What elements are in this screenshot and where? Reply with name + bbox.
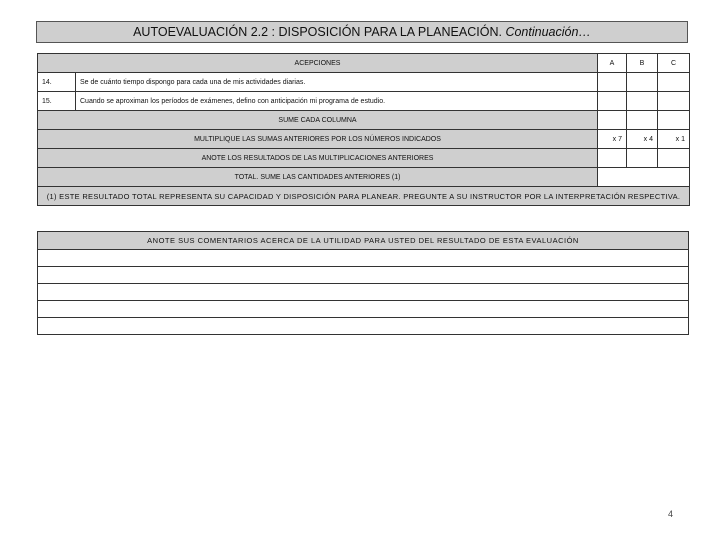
row-statement: Cuando se aproximan los períodos de exámenes, defino con anticipación mi programa de estudio. bbox=[76, 92, 598, 111]
title-text: AUTOEVALUACIÓN 2.2 : DISPOSICIÓN PARA LA PLANEACIÓN. bbox=[133, 25, 502, 39]
comment-line[interactable] bbox=[38, 250, 689, 267]
total-cell[interactable] bbox=[598, 168, 690, 187]
sum-cell-a[interactable] bbox=[598, 111, 627, 130]
answer-cell-c[interactable] bbox=[658, 92, 690, 111]
result-cell-c[interactable] bbox=[658, 149, 690, 168]
table-row bbox=[38, 73, 690, 92]
column-header-a: A bbox=[598, 54, 627, 73]
row-statement: Se de cuánto tiempo dispongo para cada una de mis actividades diarias. bbox=[76, 73, 598, 92]
total-footnote-ref: (1) bbox=[391, 173, 401, 181]
evaluation-table bbox=[37, 53, 690, 206]
answer-cell-c[interactable] bbox=[658, 73, 690, 92]
result-cell-b[interactable] bbox=[627, 149, 658, 168]
answer-cell-a[interactable] bbox=[598, 92, 627, 111]
row-number: 14. bbox=[38, 73, 76, 92]
sum-cell-b[interactable] bbox=[627, 111, 658, 130]
comment-line[interactable] bbox=[38, 267, 689, 284]
total-label-text: TOTAL. SUME LAS CANTIDADES ANTERIORES bbox=[234, 173, 390, 181]
multiplier-b: x 4 bbox=[627, 130, 658, 149]
result-cell-a[interactable] bbox=[598, 149, 627, 168]
comments-table bbox=[37, 231, 689, 335]
comment-line[interactable] bbox=[38, 318, 689, 335]
title-subtitle: Continuación… bbox=[505, 25, 591, 39]
multiply-label: MULTIPLIQUE LAS SUMAS ANTERIORES POR LOS NÚMEROS INDICADOS bbox=[38, 130, 598, 149]
page-number: 4 bbox=[668, 509, 674, 519]
total-row bbox=[38, 168, 690, 187]
column-header-b: B bbox=[627, 54, 658, 73]
multiplier-a: x 7 bbox=[598, 130, 627, 149]
answer-cell-a[interactable] bbox=[598, 73, 627, 92]
footnote-row bbox=[38, 187, 690, 206]
comments-header: ANOTE SUS COMENTARIOS ACERCA DE LA UTILIDAD PARA USTED DEL RESULTADO DE ESTA EVALUACIÓN bbox=[38, 232, 689, 250]
multiplier-c: x 1 bbox=[658, 130, 690, 149]
answer-cell-b[interactable] bbox=[627, 92, 658, 111]
row-number: 15. bbox=[38, 92, 76, 111]
sum-cell-c[interactable] bbox=[658, 111, 690, 130]
sum-row bbox=[38, 111, 690, 130]
total-label bbox=[38, 168, 598, 187]
sum-label: SUME CADA COLUMNA bbox=[38, 111, 598, 130]
answer-cell-b[interactable] bbox=[627, 73, 658, 92]
comment-line[interactable] bbox=[38, 284, 689, 301]
header-acepciones: ACEPCIONES bbox=[38, 54, 598, 73]
results-label: ANOTE LOS RESULTADOS DE LAS MULTIPLICACIONES ANTERIORES bbox=[38, 149, 598, 168]
comment-line[interactable] bbox=[38, 301, 689, 318]
multiply-row bbox=[38, 130, 690, 149]
page-title bbox=[36, 21, 688, 43]
table-header-row bbox=[38, 54, 690, 73]
footnote-text: (1) ESTE RESULTADO TOTAL REPRESENTA SU CAPACIDAD Y DISPOSICIÓN PARA PLANEAR. PREGUNTE A SU INSTRUCTOR POR LA INTERPRETACIÓN RESPECTIVA. bbox=[38, 187, 690, 206]
table-row bbox=[38, 92, 690, 111]
column-header-c: C bbox=[658, 54, 690, 73]
results-row bbox=[38, 149, 690, 168]
